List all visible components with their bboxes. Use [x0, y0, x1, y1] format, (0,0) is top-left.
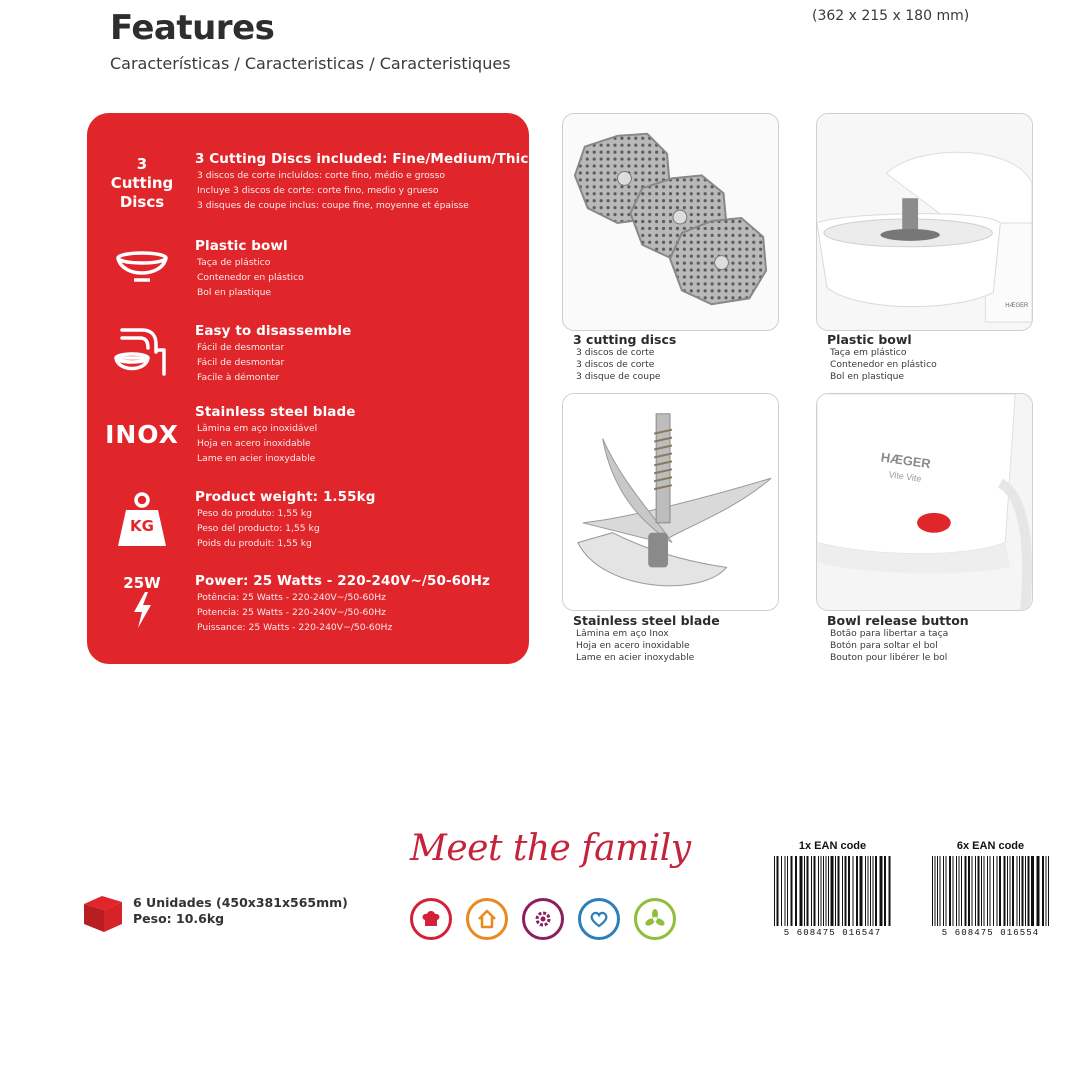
caption-line-pt: Botão para libertar a taça — [830, 628, 949, 639]
feature-line-fr: Lame en acier inoxydable — [197, 453, 316, 464]
photo-plastic-bowl — [816, 113, 1033, 331]
packaging-weight: Peso: 10.6kg — [133, 911, 225, 926]
photo-bowl-release-button — [816, 393, 1033, 611]
heart-icon — [578, 898, 620, 940]
family-icons — [410, 898, 676, 940]
weight-icon-label: KG — [130, 517, 154, 535]
caption-line-fr: Lame en acier inoxydable — [576, 652, 695, 663]
caption-line-es: Contenedor en plástico — [830, 359, 937, 370]
page-subtitle: Características / Caracteristicas / Caracteristiques — [110, 54, 511, 73]
caption-stainless-blade — [573, 613, 783, 664]
chef-hat-icon — [410, 898, 452, 940]
feature-heading: 3 Cutting Discs included: Fine/Medium/Thick — [195, 151, 538, 167]
power-icon — [97, 571, 187, 631]
page-title: Features — [110, 8, 275, 48]
caption-line-pt: Lâmina em aço Inox — [576, 628, 669, 639]
cutting-discs-icon-line2: Cutting — [110, 173, 174, 192]
caption-line-es: 3 discos de corte — [576, 359, 655, 370]
weight-icon — [97, 487, 187, 553]
barcode-6x — [928, 856, 1053, 926]
feature-line-es: Hoja en acero inoxidable — [197, 438, 311, 449]
feature-heading: Power: 25 Watts - 220-240V~/50-60Hz — [195, 573, 490, 589]
feature-line-fr: Poids du produit: 1,55 kg — [197, 538, 312, 549]
fan-icon — [634, 898, 676, 940]
caption-line-fr: Bol en plastique — [830, 371, 905, 382]
feature-heading: Product weight: 1.55kg — [195, 489, 376, 505]
inox-icon: INOX — [105, 419, 179, 449]
feature-heading: Easy to disassemble — [195, 323, 352, 339]
caption-title: Bowl release button — [827, 613, 969, 628]
feature-heading: Stainless steel blade — [195, 404, 356, 420]
product-dimensions: (362 x 215 x 180 mm) — [812, 8, 970, 24]
ean-code-6x — [928, 840, 1053, 938]
gear-icon — [522, 898, 564, 940]
ean-label: 1x EAN code — [798, 840, 867, 852]
cutting-discs-icon-line1: 3 — [136, 154, 148, 173]
cutting-discs-icon — [97, 153, 187, 213]
feature-line-fr: 3 disques de coupe inclus: coupe fine, moyenne et épaisse — [197, 200, 469, 211]
caption-line-pt: Taça em plástico — [830, 347, 907, 358]
photo-cutting-discs — [562, 113, 779, 331]
feature-line-fr: Puissance: 25 Watts - 220-240V~/50-60Hz — [197, 622, 393, 633]
feature-line-es: Potencia: 25 Watts - 220-240V~/50-60Hz — [197, 607, 386, 618]
caption-line-fr: Bouton pour libérer le bol — [830, 652, 948, 663]
caption-title: Stainless steel blade — [573, 613, 720, 628]
feature-line-es: Incluye 3 discos de corte: corte fino, medio y grueso — [197, 185, 439, 196]
feature-line-pt: Taça de plástico — [197, 257, 271, 268]
feature-line-pt: Lâmina em aço inoxidável — [197, 423, 318, 434]
package-box-icon — [80, 890, 126, 936]
feature-line-es: Peso del producto: 1,55 kg — [197, 523, 320, 534]
release-photo-model: Vite Vite — [888, 469, 922, 484]
cutting-discs-icon-line3: Discs — [119, 192, 165, 211]
caption-line-fr: 3 disque de coupe — [576, 371, 661, 382]
ean-label: 6x EAN code — [956, 840, 1025, 852]
feature-line-es: Fácil de desmontar — [197, 357, 285, 368]
caption-line-es: Botón para soltar el bol — [830, 640, 938, 651]
caption-line-es: Hoja en acero inoxidable — [576, 640, 690, 651]
caption-bowl-release-button — [827, 613, 1037, 664]
feature-heading: Plastic bowl — [195, 238, 288, 254]
home-icon — [466, 898, 508, 940]
feature-line-fr: Facile à démonter — [197, 372, 280, 383]
caption-title: 3 cutting discs — [573, 332, 677, 347]
caption-cutting-discs — [573, 332, 783, 383]
release-photo-brand: HÆGER — [879, 449, 932, 472]
disassemble-icon — [97, 319, 187, 385]
photo-stainless-blade — [562, 393, 779, 611]
packaging-units: 6 Unidades (450x381x565mm) — [133, 895, 348, 910]
meet-the-family-title: Meet the family — [410, 828, 691, 869]
caption-plastic-bowl — [827, 332, 1037, 383]
lightning-icon — [131, 592, 153, 628]
bowl-icon — [97, 238, 187, 298]
feature-line-pt: 3 discos de corte incluídos: corte fino, médio e grosso — [197, 170, 445, 181]
caption-line-pt: 3 discos de corte — [576, 347, 655, 358]
packaging-info — [133, 895, 348, 927]
features-panel — [87, 113, 538, 664]
feature-line-pt: Peso do produto: 1,55 kg — [197, 508, 313, 519]
feature-line-es: Contenedor en plástico — [197, 272, 304, 283]
feature-line-pt: Potência: 25 Watts - 220-240V~/50-60Hz — [197, 592, 386, 603]
caption-title: Plastic bowl — [827, 332, 912, 347]
feature-line-pt: Fácil de desmontar — [197, 342, 285, 353]
ean-number: 5 608475 016547 — [783, 928, 882, 938]
ean-number: 5 608475 016554 — [941, 928, 1040, 938]
ean-code-1x — [770, 840, 895, 938]
bowl-photo-brand: HÆGER — [1005, 303, 1029, 310]
feature-line-fr: Bol en plastique — [197, 287, 272, 298]
barcode-1x — [770, 856, 895, 926]
power-icon-label: 25W — [123, 574, 161, 592]
